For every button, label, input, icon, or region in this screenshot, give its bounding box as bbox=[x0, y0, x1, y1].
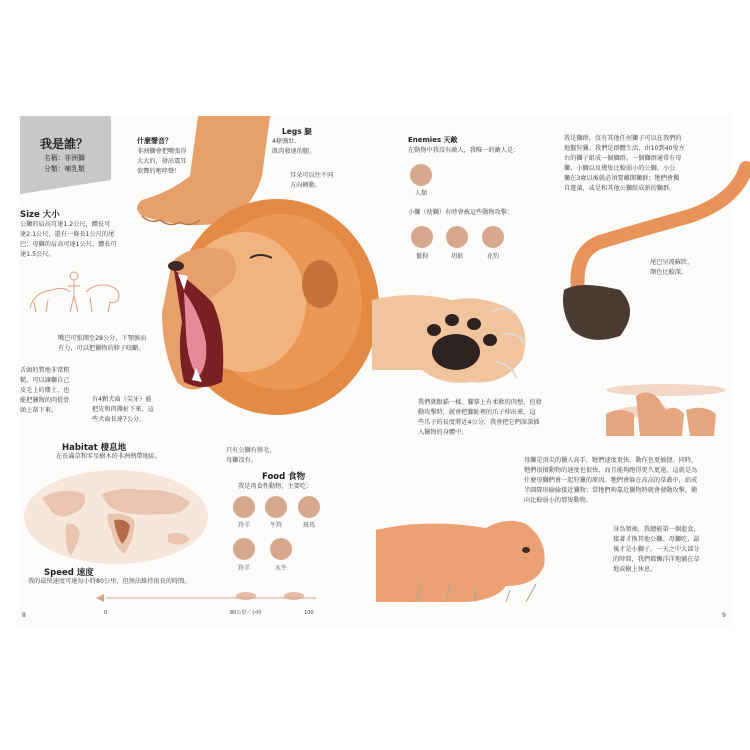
page-number-left: 8 bbox=[22, 612, 26, 619]
leopard-icon bbox=[482, 226, 504, 248]
speed-scale-start: 0 bbox=[104, 610, 108, 616]
human-label: 人類 bbox=[414, 190, 427, 197]
habitat-text: 在長滿草和零星樹木的非洲熱帶地區。 bbox=[56, 453, 162, 460]
lion-tail-illustration bbox=[560, 160, 750, 350]
speed-scale-mid: 80公里／小時 bbox=[230, 610, 262, 616]
food-label-5: 水牛 bbox=[274, 565, 287, 572]
jackal-label: 胡狼 bbox=[450, 253, 463, 260]
leader-text: 身為領袖，我總能第一個進食， 接著才換其他公獅、母獅吃，最 後才是小獅子。一天之中大部分 的時間，我們都懶洋洋地躺在草 地或樹上休息。 bbox=[613, 526, 700, 573]
food-icon-zebra bbox=[298, 496, 320, 518]
food-text: 我是肉食性動物，主要吃： bbox=[238, 483, 313, 490]
claws-text: 我們就跟貓一樣，腳掌上有柔軟的肉墊，但發 動攻擊時，就會把腳趾裡的爪子伸出來，這 些爪子的長度將近4公分，我會把它們深深插 入獵物的身體中。 bbox=[418, 399, 542, 436]
hyena-label: 鬣狗 bbox=[415, 253, 428, 260]
lion-paw-illustration bbox=[372, 290, 532, 390]
food-icon-antelope-2 bbox=[233, 538, 255, 560]
speed-scale-end: 100 bbox=[304, 610, 314, 616]
food-label-2: 牛羚 bbox=[269, 522, 282, 529]
lioness-illustration bbox=[376, 510, 566, 610]
human-icon bbox=[410, 164, 432, 186]
tongue-text: 舌頭的質地非常粗 糙，可以讓獅自己 皮毛上的塵土，也 能把獵物的肉從骨 頭上刮下來。 bbox=[20, 367, 70, 414]
speed-scale bbox=[96, 590, 326, 612]
page-number-right: 9 bbox=[722, 612, 726, 619]
teeth-text: 有4顆犬齒（尖牙）能 把皮和肉撕扯下來，這 些犬齒長達7公分。 bbox=[92, 396, 154, 423]
mane-text: 只有公獅有鬃毛， 母獅沒有。 bbox=[226, 447, 276, 464]
lion-family-illustration bbox=[586, 370, 736, 450]
speed-text: 我的最快速度可達每小時80公里，但無法維持很長的時間。 bbox=[28, 578, 191, 585]
enemies-title: Enemies 天敵 bbox=[408, 136, 458, 144]
food-icon-wildebeest bbox=[265, 496, 287, 518]
jaw-text: 嘴巴可張開至28公分，下顎強而 有力，可以把獵物的脖子咬斷。 bbox=[58, 335, 147, 352]
food-label-3: 斑馬 bbox=[302, 522, 315, 529]
sound-title: 什麼聲音？ bbox=[137, 137, 172, 145]
food-icon-buffalo bbox=[270, 538, 292, 560]
speed-title: Speed 速度 bbox=[44, 568, 94, 578]
food-title: Food 食物 bbox=[262, 472, 306, 482]
hunt-text: 母獅是頂尖的獵人高手，牠們速度更快，動作也更敏捷。同時， 牠們很擅動物的速度也很快，而且能夠跑得更久更遠，這就是為 什麼母獅們會一起狩獵的原因。牠們會躲在高高的草叢中，站成 半圓隊形偷偷接近獵物；當牠們夠靠近獵物時就會發動攻擊，衝 向比較弱小的那隻動物。 bbox=[524, 457, 698, 504]
legs-text: 4條強壯、 肌肉發達的腿。 bbox=[272, 138, 316, 155]
tail-text: 尾巴呈流蘇狀， 顏色比較深。 bbox=[650, 259, 694, 276]
size-comparison-illustration bbox=[26, 268, 126, 316]
pride-text: 我是獅群，沒有其他任何獅子可以在我們的 地盤狩獵。我們是群體生活，由10到40隻左 右的獅子組成一個獅群。一個獅群通常有母 獅、小獅以及幾隻比較弱小的公獅。小公 獅在3歲以後就必須要離開獅群；牠們會獨 自遊蕩，或是和其他公獅組成新的獅群。 bbox=[564, 135, 685, 192]
lion-head-illustration bbox=[132, 192, 382, 422]
sound-text: 非洲獅會把嘴張得 大大的，發出震耳 欲聾的咆哮聲！ bbox=[137, 148, 187, 175]
size-title: Size 大小 bbox=[20, 210, 60, 220]
habitat-title: Habitat 棲息地 bbox=[62, 443, 127, 453]
legs-title: Legs 腿 bbox=[282, 127, 312, 136]
leopard-label: 花豹 bbox=[486, 253, 499, 260]
enemies-text: 在動物中我沒有敵人，我唯一的敵人是： bbox=[408, 147, 520, 154]
jackal-icon bbox=[446, 226, 468, 248]
who-class: 分類：哺乳類 bbox=[44, 165, 85, 173]
size-text: 公獅的肩高可達1.2公尺，體長可 達2.1公尺，還有一條長1公尺的尾 巴；母獅的肩高可達1公尺，體長可 達1.5公尺。 bbox=[20, 221, 117, 258]
cubs-enemies-text: 小獅（幼獅）有時會被這些動物攻擊： bbox=[408, 209, 514, 216]
food-icon-antelope bbox=[233, 496, 255, 518]
who-title: 我是誰？ bbox=[40, 137, 89, 151]
who-name: 名稱：非洲獅 bbox=[44, 154, 85, 162]
food-label-4: 羚羊 bbox=[237, 565, 250, 572]
hyena-icon bbox=[411, 226, 433, 248]
food-label-1: 羚羊 bbox=[237, 522, 250, 529]
ears-text: 耳朵可以往不同 方向轉動。 bbox=[290, 172, 334, 189]
habitat-map bbox=[22, 468, 210, 566]
